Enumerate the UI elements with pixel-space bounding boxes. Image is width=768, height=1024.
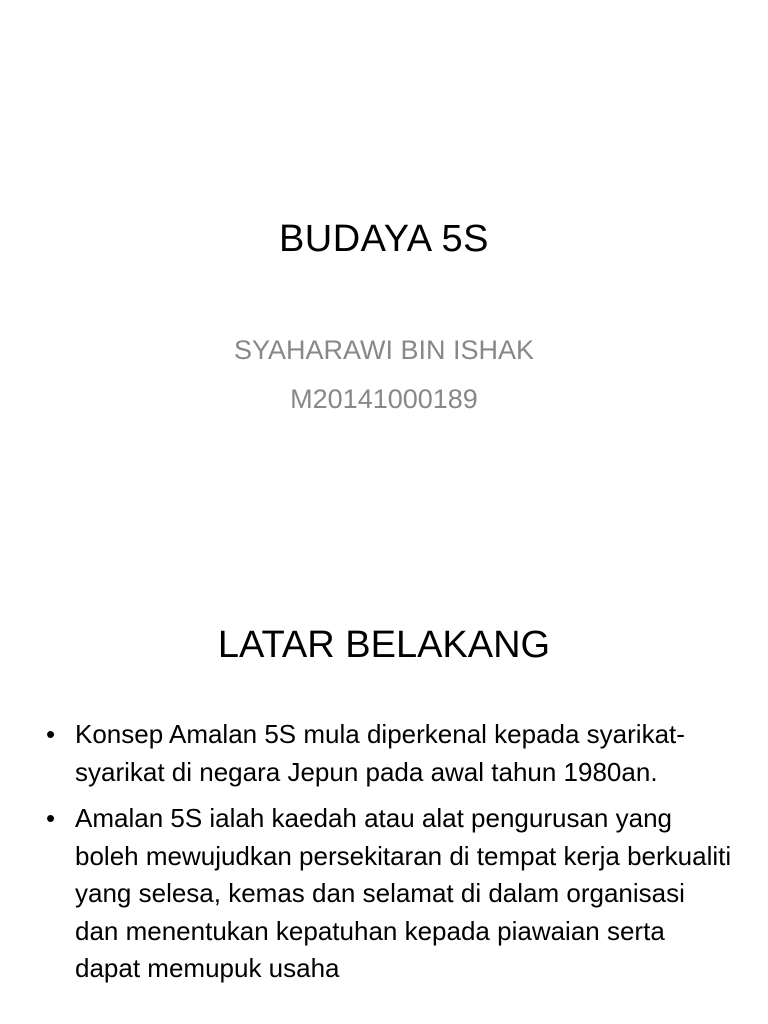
bullet-list	[44, 716, 734, 997]
bullet-item	[44, 800, 734, 988]
bullet-icon: •	[46, 719, 56, 749]
content-slide	[0, 576, 768, 1024]
student-id: M20141000189	[290, 384, 478, 414]
bullet-text: Konsep Amalan 5S mula diperkenal kepada syarikat-syarikat di negara Jepun pada awal tahun 1980an.	[75, 719, 685, 787]
slide-title: BUDAYA 5S	[278, 218, 490, 260]
bullet-text: Amalan 5S ialah kaedah atau alat pengurusan yang boleh mewujudkan persekitaran di tempat kerja berkualiti yang selesa, kemas dan selamat di dalam organisasi dan menentukan kepatuhan kepada piawaian serta dapat memupuk usaha	[75, 803, 732, 983]
author-name: SYAHARAWI BIN ISHAK	[233, 335, 535, 365]
bullet-item	[44, 716, 734, 791]
section-title: LATAR BELAKANG	[217, 624, 551, 666]
bullet-icon: •	[46, 803, 56, 833]
